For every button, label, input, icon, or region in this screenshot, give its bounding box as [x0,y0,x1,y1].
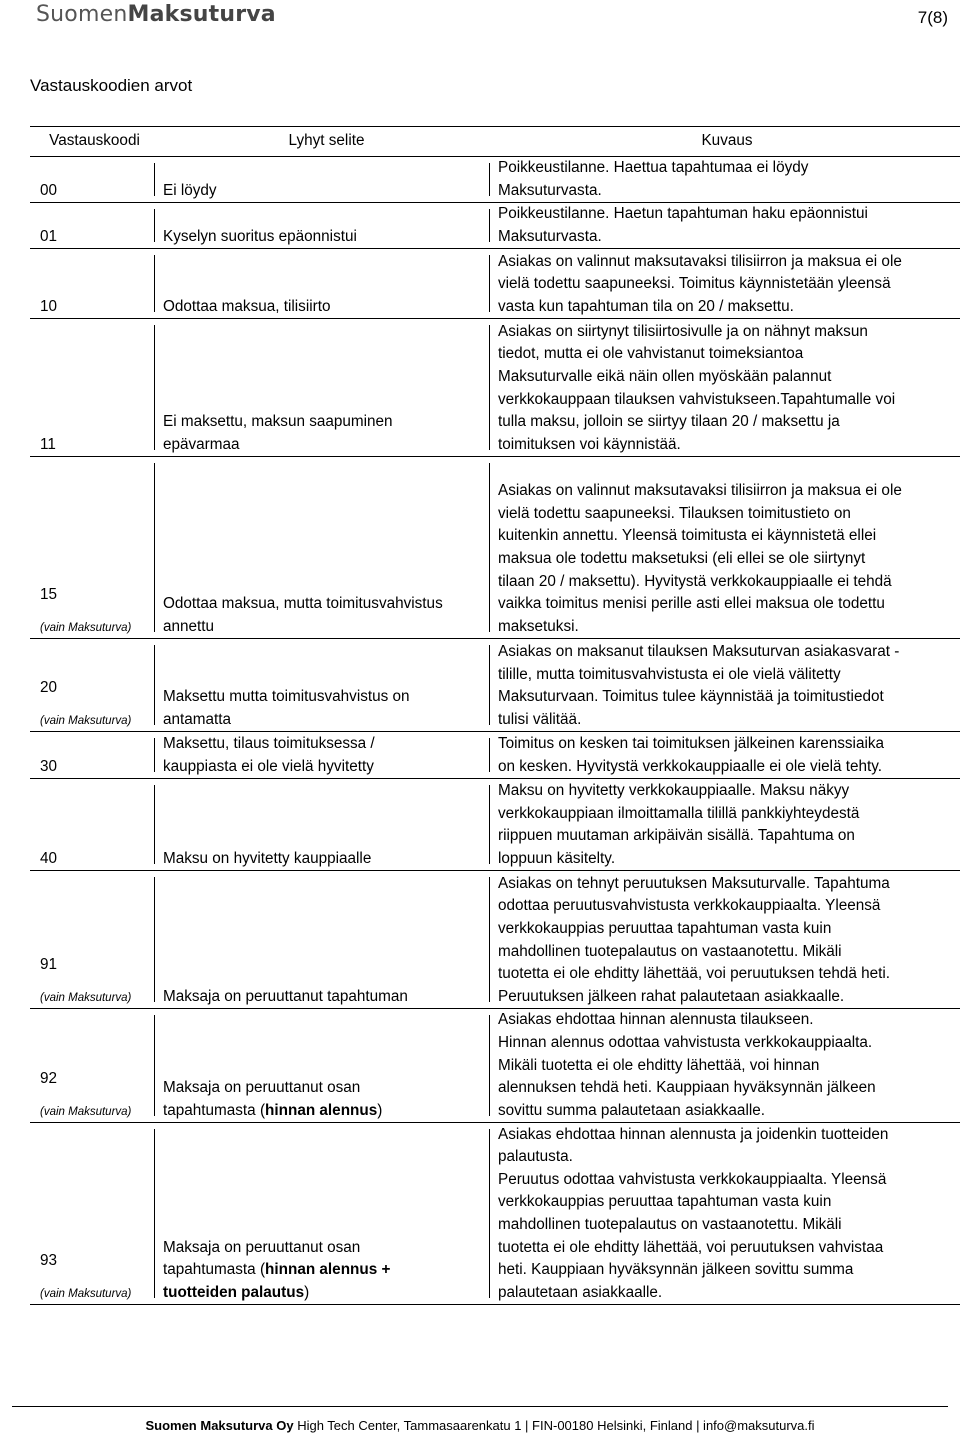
code-value: 93 [40,1251,58,1269]
code-cell [30,732,159,779]
short-text: Maksettu mutta toimitusvahvistus on antamatta [163,688,410,728]
logo-light-text: Suomen [36,2,128,27]
description-cell: Poikkeustilanne. Haettua tapahtumaa ei löydy Maksuturvasta. [498,159,809,199]
short-text: Ei löydy [163,181,217,199]
code-cell [30,639,159,732]
table-row [30,249,960,319]
code-note: (vain Maksuturva) [40,992,132,1005]
short-end-text: ) [304,1283,310,1301]
code-cell [30,1009,159,1123]
section-title: Vastauskoodien arvot [30,76,193,95]
header-code: Vastauskoodi [30,127,159,157]
code-cell [30,457,159,639]
page-number: 7(8) [917,8,948,27]
code-value: 10 [40,297,58,315]
short-cell [159,732,494,779]
short-text: Odottaa maksua, mutta toimitusvahvistus annettu [163,595,443,635]
short-cell [159,779,494,871]
code-cell [30,779,159,871]
footer-company: Suomen Maksuturva Oy [145,1418,294,1433]
code-cell [30,1123,159,1305]
response-codes-table [30,126,960,1305]
description-cell: Asiakas on siirtynyt tilisiirtosivulle ja on nähnyt maksun tiedot, mutta ei ole vahvistanut toimeksiantoa Maksuturvalle eikä näin ollen myöskään palannut verkkokauppaan tilauksen vahvistukseen.Tapahtumalle voi tulla maksu, jolloin se siirtyy tilaan 20 / maksettu ja toimituksen voi käynnistää. [498,322,896,453]
table-row [30,1123,960,1305]
short-cell [159,871,494,1009]
description-cell: Asiakas on maksanut tilauksen Maksuturvan asiakasvarat - tilille, mutta toimitusvahvistusta ei ole vielä välitetty Maksuturvaan. Toimitus tulee käynnistää ja toimitustiedot tulisi välitää. [498,643,900,728]
code-note: (vain Maksuturva) [40,622,132,635]
description-cell: Asiakas on valinnut maksutavaksi tilisiirron ja maksua ei ole vielä todettu saapuneeksi. Toimitus käynnistetään yleensä vasta kun tapahtuman tila on 20 / maksettu. [498,252,902,315]
short-text: Ei maksettu, maksun saapuminen epävarmaa [163,413,393,453]
code-cell [30,203,159,249]
short-cell [159,639,494,732]
code-note: (vain Maksuturva) [40,1288,132,1301]
code-value: 20 [40,678,58,696]
code-value: 01 [40,227,58,245]
short-text: Maksu on hyvitetty kauppiaalle [163,849,372,867]
description-cell: Asiakas ehdottaa hinnan alennusta ja joidenkin tuotteiden palautusta. Peruutus odottaa vahvistusta verkkokauppiaalta. Yleensä verkkokauppias peruuttaa tapahtuman vasta kuin mahdollinen tuotepalautus on vastaanotettu. Mikäli tuotetta ei ole ehditty lähettää, voi peruutuksen vahvistaa heti. Kauppiaan hyväksynnän jälkeen sovittu summa palautetaan asiakkaalle. [498,1125,889,1301]
logo [36,2,276,27]
code-note: (vain Maksuturva) [40,715,132,728]
table-row [30,203,960,249]
short-cell [159,319,494,457]
code-cell [30,871,159,1009]
code-value: 92 [40,1069,58,1087]
short-cell [159,157,494,203]
short-text: Maksettu, tilaus toimituksessa / kauppiasta ei ole vielä hyvitetty [163,735,375,775]
logo-bold-text: Maksuturva [127,2,276,27]
code-cell [30,319,159,457]
short-bold-text: hinnan alennus [265,1101,378,1119]
short-cell [159,203,494,249]
short-bold-text: hinnan alennus + tuotteiden palautus [163,1261,391,1301]
description-cell: Maksu on hyvitetty verkkokauppiaalle. Maksu näkyy verkkokauppiaan ilmoittamalla tilillä pankkiyhteydestä riippuen muutaman arkipäivän sisällä. Tapahtuma on loppuun käsitelty. [498,782,860,867]
code-value: 40 [40,849,58,867]
table-row [30,732,960,779]
short-cell [159,1009,494,1123]
short-text: Odottaa maksua, tilisiirto [163,297,331,315]
header-desc: Kuvaus [494,127,960,157]
short-cell [159,457,494,639]
description-cell: Poikkeustilanne. Haetun tapahtuman haku epäonnistui Maksuturvasta. [498,205,868,245]
code-cell [30,249,159,319]
table-row [30,779,960,871]
code-value: 91 [40,955,58,973]
short-text: Kyselyn suoritus epäonnistui [163,227,357,245]
footer-address: High Tech Center, Tammasaarenkatu 1 | FIN-00180 Helsinki, Finland | info@maksuturva.fi [293,1418,815,1433]
short-cell [159,249,494,319]
table-header-row [30,127,960,157]
footer [0,1418,960,1433]
table-row [30,157,960,203]
short-text: Maksaja on peruuttanut osan tapahtumasta ( [163,1238,361,1279]
description-cell: Asiakas ehdottaa hinnan alennusta tilaukseen. Hinnan alennus odottaa vahvistusta verkkokauppiaalta. Mikäli tuotetta ei ole ehditty lähettää, voi hinnan alennuksen tehdä heti. Kauppiaan hyväksynnän jälkeen sovittu summa palautetaan asiakkaalle. [498,1011,876,1119]
table-row [30,871,960,1009]
description-cell: Toimitus on kesken tai toimituksen jälkeinen karenssiaika on kesken. Hyvitystä verkkokauppiaalle ei ole vielä tehty. [498,735,885,775]
footer-divider [12,1406,948,1407]
table-body [30,157,960,1305]
table-row [30,1009,960,1123]
description-cell: Asiakas on tehnyt peruutuksen Maksuturvalle. Tapahtuma odottaa peruutusvahvistusta verkkokauppiaalta. Yleensä verkkokauppias peruuttaa tapahtuman vasta kuin mahdollinen tuotepalautus on vastaanotettu. Mikäli tuotetta ei ole ehditty lähettää, voi peruutuksen tehdä heti. Peruutuksen jälkeen rahat palautetaan asiakkaalle. [498,874,891,1005]
short-cell [159,1123,494,1305]
code-value: 00 [40,181,58,199]
code-value: 30 [40,757,58,775]
code-value: 15 [40,585,58,603]
table-row [30,639,960,732]
short-text: Maksaja on peruuttanut osan tapahtumasta ( [163,1079,361,1119]
table-row [30,319,960,457]
short-text: Maksaja on peruuttanut tapahtuman [163,987,408,1005]
code-note: (vain Maksuturva) [40,1106,132,1119]
header-short: Lyhyt selite [159,127,494,157]
short-end-text: ) [377,1101,383,1119]
code-value: 11 [40,435,56,453]
description-cell: Asiakas on valinnut maksutavaksi tilisiirron ja maksua ei ole vielä todettu saapuneeksi. Tilauksen toimitustieto on kuitenkin annettu. Yleensä toimitusta ei käynnistetä ellei maksua ole todettu maksetuksi (eli ellei se ole siirtynyt tilaan 20 / maksettu). Hyvitystä verkkokauppiaalle ei tehdä vaikka toimitus menisi perille asti ellei maksua ole todettu maksetuksi. [498,482,902,635]
table-row [30,457,960,639]
code-cell [30,157,159,203]
